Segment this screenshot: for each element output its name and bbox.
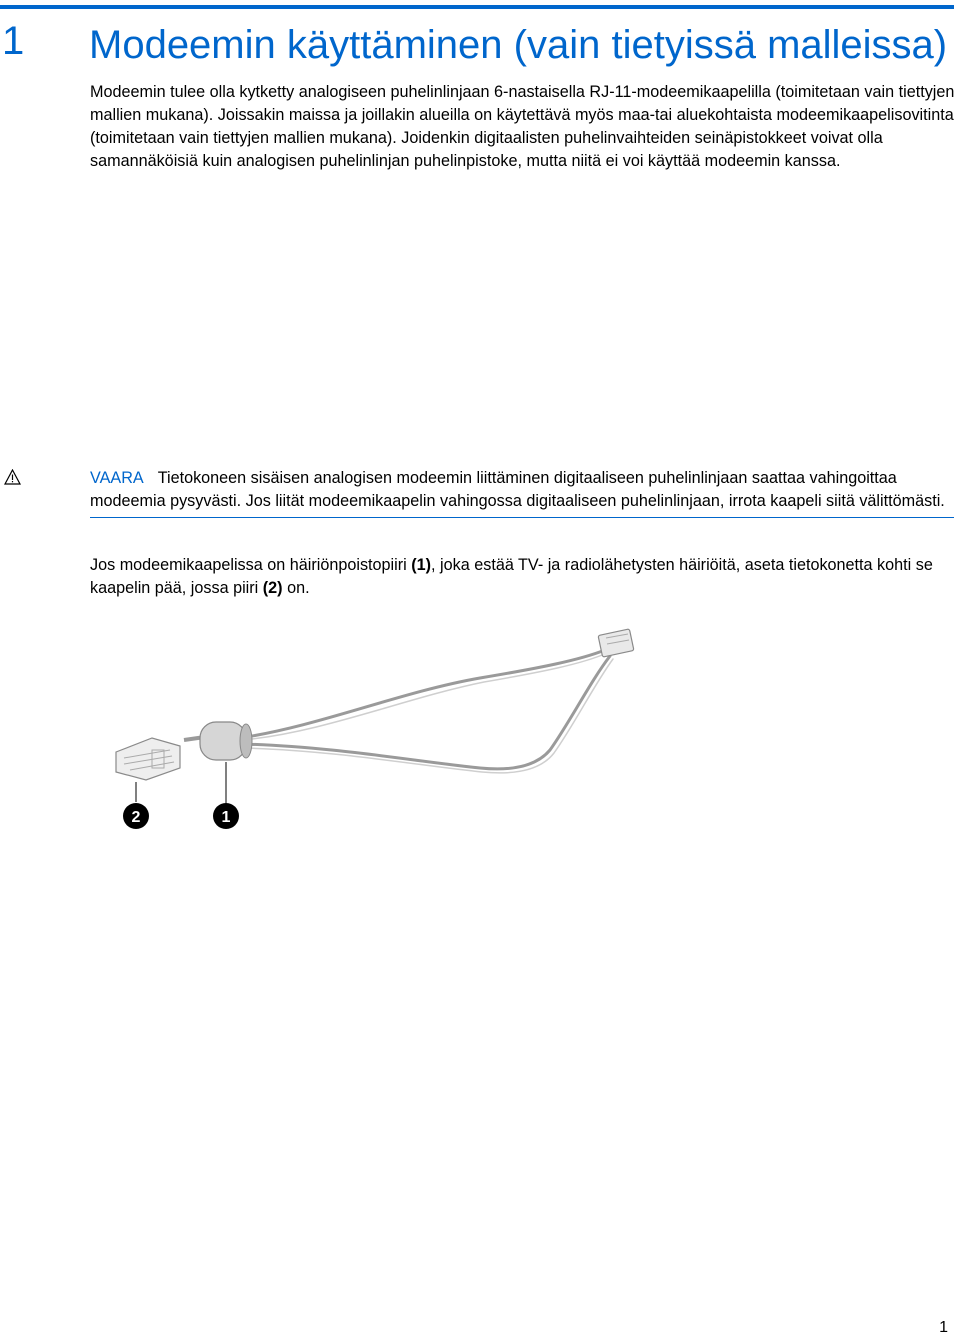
p3-text-1: Jos modeemikaapelissa on häiriönpoistopiiri [90, 556, 412, 574]
p3-text-2: , joka estää TV- ja radiolähetysten häiriöitä, aseta tietokonetta kohti se kaapelin pää, jossa piiri [90, 556, 933, 597]
page-number: 1 [939, 1319, 948, 1336]
svg-text:2: 2 [131, 809, 141, 826]
callout-ref-2: (2) [262, 579, 283, 597]
callout-ref-1: (1) [411, 556, 432, 574]
p3-text-3: on. [282, 579, 310, 597]
warning-text: Tietokoneen sisäisen analogisen modeemin liittäminen digitaaliseen puhelinlinjaan saattaa vahingoittaa modeemia pysyvästi. Jos liität modeemikaapelin vahingossa digitaaliseen puhelinlinjaan, irrota kaapeli siitä välittömästi. [90, 469, 945, 510]
chapter-number: 1 [2, 19, 25, 63]
rj11-plug-right [598, 629, 634, 657]
top-rule [0, 5, 954, 9]
ferrite-paragraph [90, 554, 955, 600]
callout-marker-1 [213, 803, 239, 829]
ferrite-core [184, 722, 252, 760]
warning-label: VAARA [90, 469, 144, 487]
svg-text:1: 1 [221, 809, 231, 826]
intro-paragraph: Modeemin tulee olla kytketty analogiseen puhelinlinjaan 6-nastaisella RJ-11-modeemikaapelilla (toimitetaan vain tiettyjen mallien mukana). Joissakin maissa ja joillakin alueilla on käytettävä myös maa-tai aluekohtaista modeemikaapelisovitinta (toimitetaan vain tiettyjen mallien mukana). Joidenkin digitaalisten puhelinvaihteiden seinäpistokkeet voivat olla samannäköisiä kuin analogisen puhelinlinjan puhelinpistoke, mutta niitä ei voi käyttää modeemin kanssa. [90, 83, 955, 170]
rj11-plug-left [116, 738, 180, 780]
cable [240, 650, 613, 773]
warning-triangle-icon [4, 469, 21, 485]
modem-cable-illustration [100, 622, 660, 842]
chapter-title: Modeemin käyttäminen (vain tietyissä malleissa) [89, 23, 948, 67]
warning-note [90, 467, 954, 518]
callout-marker-2 [123, 803, 149, 829]
